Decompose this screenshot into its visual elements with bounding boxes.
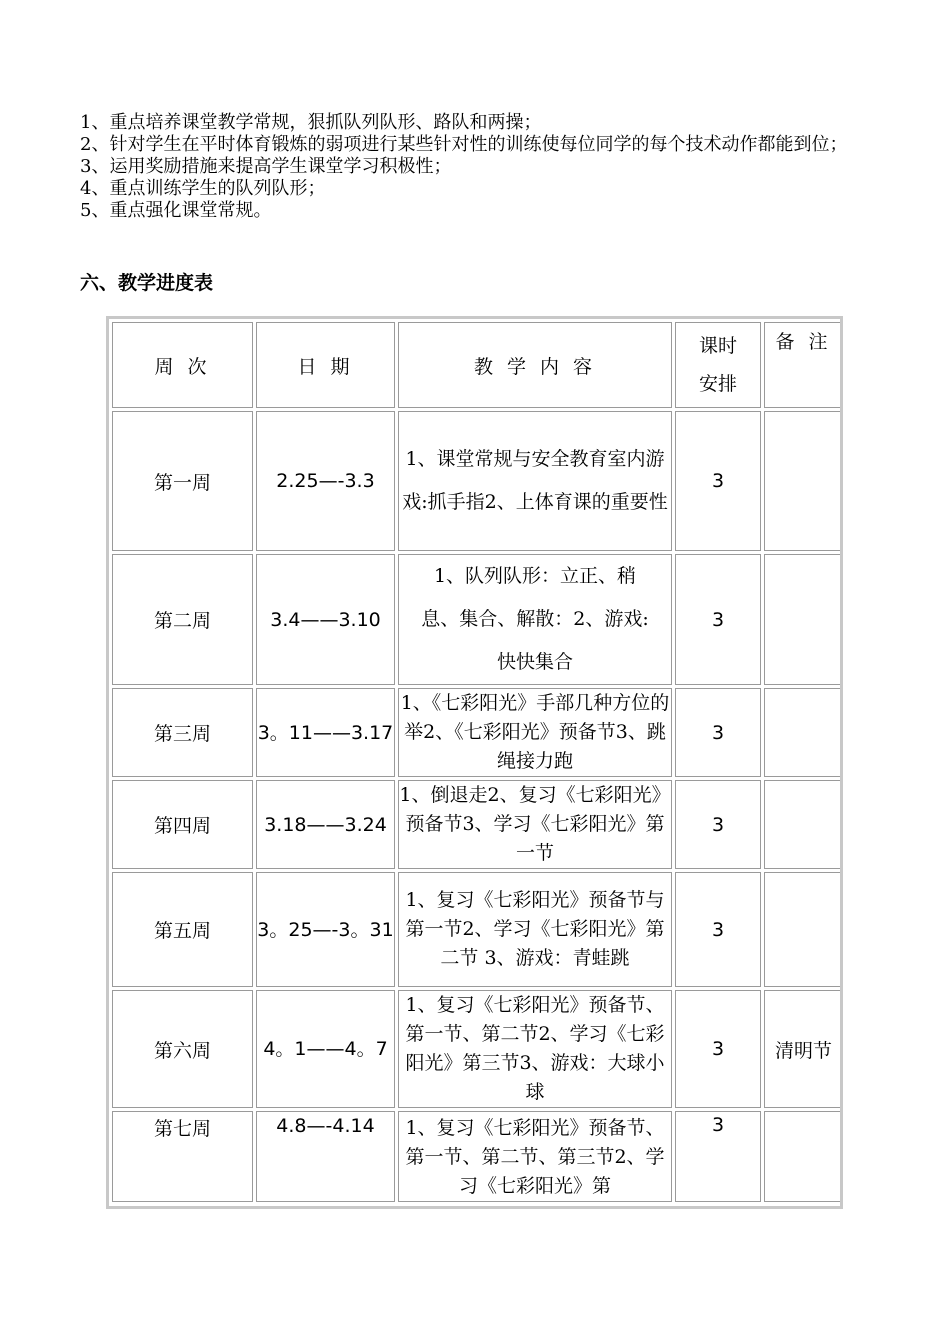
header-hours-line2: 安排	[698, 373, 737, 395]
note-cell	[764, 780, 843, 869]
note-cell: 清明节	[764, 990, 843, 1108]
note-cell	[764, 411, 843, 551]
week-cell: 第四周	[112, 780, 253, 869]
table-row	[112, 688, 843, 777]
goal-item: 3、运用奖励措施来提高学生课堂学习积极性；	[80, 156, 452, 177]
hours-cell: 3	[675, 1111, 761, 1202]
table-header-row	[112, 322, 843, 408]
schedule-table-frame	[106, 316, 843, 1209]
hours-cell: 3	[675, 780, 761, 869]
date-cell: 3。11——3.17	[256, 688, 395, 777]
week-cell: 第一周	[112, 411, 253, 551]
teaching-goals	[80, 112, 880, 222]
note-cell	[764, 554, 843, 685]
hours-cell: 3	[675, 411, 761, 551]
week-cell: 第六周	[112, 990, 253, 1108]
hours-cell: 3	[675, 872, 761, 987]
hours-cell: 3	[675, 990, 761, 1108]
date-cell: 4。1——4。7	[256, 990, 395, 1108]
content-cell: 1、复习《七彩阳光》预备节、第一节、第二节2、学习《七彩阳光》第三节3、游戏：大球小球	[398, 990, 672, 1108]
week-cell: 第五周	[112, 872, 253, 987]
table-row	[112, 990, 843, 1108]
date-cell: 3.4——3.10	[256, 554, 395, 685]
content-cell: 1、复习《七彩阳光》预备节与第一节2、学习《七彩阳光》第二节 3、游戏：青蛙跳	[398, 872, 672, 987]
week-cell: 第二周	[112, 554, 253, 685]
header-note: 备 注	[764, 322, 843, 408]
section-title: 六、教学进度表	[80, 272, 214, 294]
week-cell: 第三周	[112, 688, 253, 777]
goal-item: 1、重点培养课堂教学常规，狠抓队列队形、路队和两操；	[80, 112, 542, 133]
goal-item: 5、重点强化课堂常规。	[80, 200, 272, 221]
date-cell: 4.8—-4.14	[256, 1111, 395, 1202]
content-cell: 1、倒退走2、复习《七彩阳光》预备节3、学习《七彩阳光》第一节	[398, 780, 672, 869]
table-row	[112, 1111, 843, 1202]
note-cell	[764, 1111, 843, 1202]
week-cell: 第七周	[112, 1111, 253, 1202]
schedule-table	[109, 319, 843, 1205]
date-cell: 3。25—-3。31	[256, 872, 395, 987]
content-cell: 1、队列队形：立正、稍息、集合、解散：2、游戏:快快集合	[398, 554, 672, 685]
table-row	[112, 411, 843, 551]
note-cell	[764, 872, 843, 987]
content-cell: 1、复习《七彩阳光》预备节、第一节、第二节、第三节2、学习《七彩阳光》第	[398, 1111, 672, 1202]
header-hours-line1: 课时	[698, 335, 737, 357]
header-date: 日 期	[256, 322, 395, 408]
hours-cell: 3	[675, 554, 761, 685]
header-week: 周 次	[112, 322, 253, 408]
date-cell: 3.18——3.24	[256, 780, 395, 869]
date-cell: 2.25—-3.3	[256, 411, 395, 551]
hours-cell: 3	[675, 688, 761, 777]
table-row	[112, 554, 843, 685]
table-row	[112, 872, 843, 987]
table-row	[112, 780, 843, 869]
content-cell: 1、《七彩阳光》手部几种方位的举2、《七彩阳光》预备节3、跳绳接力跑	[398, 688, 672, 777]
content-cell: 1、课堂常规与安全教育室内游戏:抓手指2、上体育课的重要性	[398, 411, 672, 551]
goal-item: 2、针对学生在平时体育锻炼的弱项进行某些针对性的训练使每位同学的每个技术动作都能到位；	[80, 134, 848, 155]
note-cell	[764, 688, 843, 777]
header-hours	[675, 322, 761, 408]
goal-item: 4、重点训练学生的队列队形；	[80, 178, 326, 199]
header-content: 教 学 内 容	[398, 322, 672, 408]
